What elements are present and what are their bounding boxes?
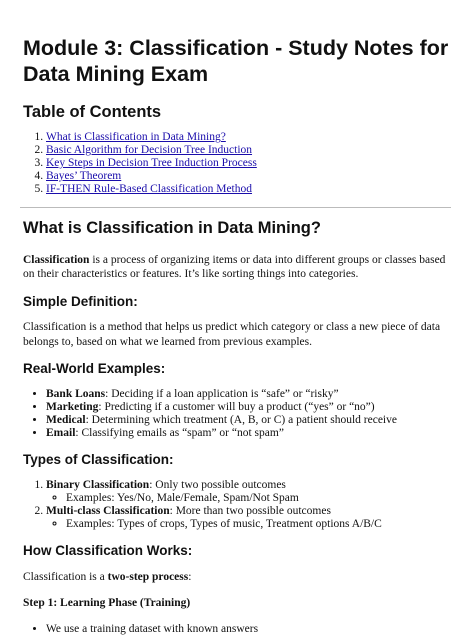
toc-list [23,131,451,196]
simple-definition-text: Classification is a method that helps us predict which category or class a new piece of data belongs to, based on what we learned from previous examples. [23,321,441,348]
real-world-heading: Real-World Examples: [23,361,166,377]
sub-list-item: ◦ Examples: Yes/No, Male/Female, Spam/Not Spam [66,492,451,505]
simple-definition-heading: Simple Definition: [23,293,138,309]
how-works-heading: How Classification Works: [23,542,193,558]
sub-list [46,518,451,531]
list-item: • We use a training dataset with known answers [46,623,451,636]
page-title: Module 3: Classification - Study Notes for Data Mining Exam [23,36,449,86]
list-item [46,505,451,531]
list-item [46,401,451,414]
toc-link-classification[interactable]: What is Classification in Data Mining? [46,131,226,144]
toc-item [46,170,451,183]
list-item-text: : Classifying emails as “spam” or “not spam” [75,427,284,440]
list-item-term: Multi-class Classification [46,504,170,517]
list-item-text: : More than two possible outcomes [169,504,331,517]
how-works-intro [23,570,451,584]
real-world-list [23,388,451,440]
list-item-term: Bank Loans [46,388,106,401]
list-item-text: : Only two possible outcomes [149,478,286,491]
intro-text: is a process of organizing items or data into different groups or classes based on their characteristics or features. It’s like sorting things into categories. [23,253,446,281]
intro-term: Classification [23,253,90,266]
list-item-term: Email [46,427,76,440]
list-item [46,479,451,505]
toc-link-key-steps[interactable]: Key Steps in Decision Tree Induction Process [46,157,257,170]
list-item-term: Medical [46,414,86,427]
section-heading-classification: What is Classification in Data Mining? [23,219,321,238]
list-item-text: : Predicting if a customer will buy a product (“yes” or “no”) [98,401,375,414]
list-item [46,388,451,401]
list-item-text: : Determining which treatment (A, B, or C) a patient should receive [85,414,397,427]
toc-link-bayes[interactable]: Bayes’ Theorem [46,170,122,183]
toc-item [46,131,451,144]
how-works-intro-term: two-step process [107,570,189,583]
toc-link-if-then[interactable]: IF-THEN Rule-Based Classification Method [46,183,253,196]
how-works-intro-text: Classification is a [23,570,108,583]
list-item-term: Marketing [46,401,99,414]
toc-item [46,144,451,157]
toc-item [46,157,451,170]
sub-list [46,492,451,505]
toc-link-basic-algorithm[interactable]: Basic Algorithm for Decision Tree Induction [46,144,253,157]
list-item [46,414,451,427]
sub-list-item: ◦ Examples: Types of crops, Types of music, Treatment options A/B/C [66,518,451,531]
toc-item [46,183,451,196]
list-item-text: : Deciding if a loan application is “safe” or “risky” [105,388,339,401]
types-heading: Types of Classification: [23,452,174,468]
toc-heading: Table of Contents [23,102,162,121]
step-1-list [23,623,451,636]
how-works-intro-end: : [188,570,192,583]
step-1-heading: Step 1: Learning Phase (Training) [23,597,191,610]
types-list [23,479,451,531]
intro-paragraph [23,253,451,282]
list-item-term: Binary Classification [46,478,150,491]
section-divider [20,207,451,208]
list-item [46,427,451,440]
